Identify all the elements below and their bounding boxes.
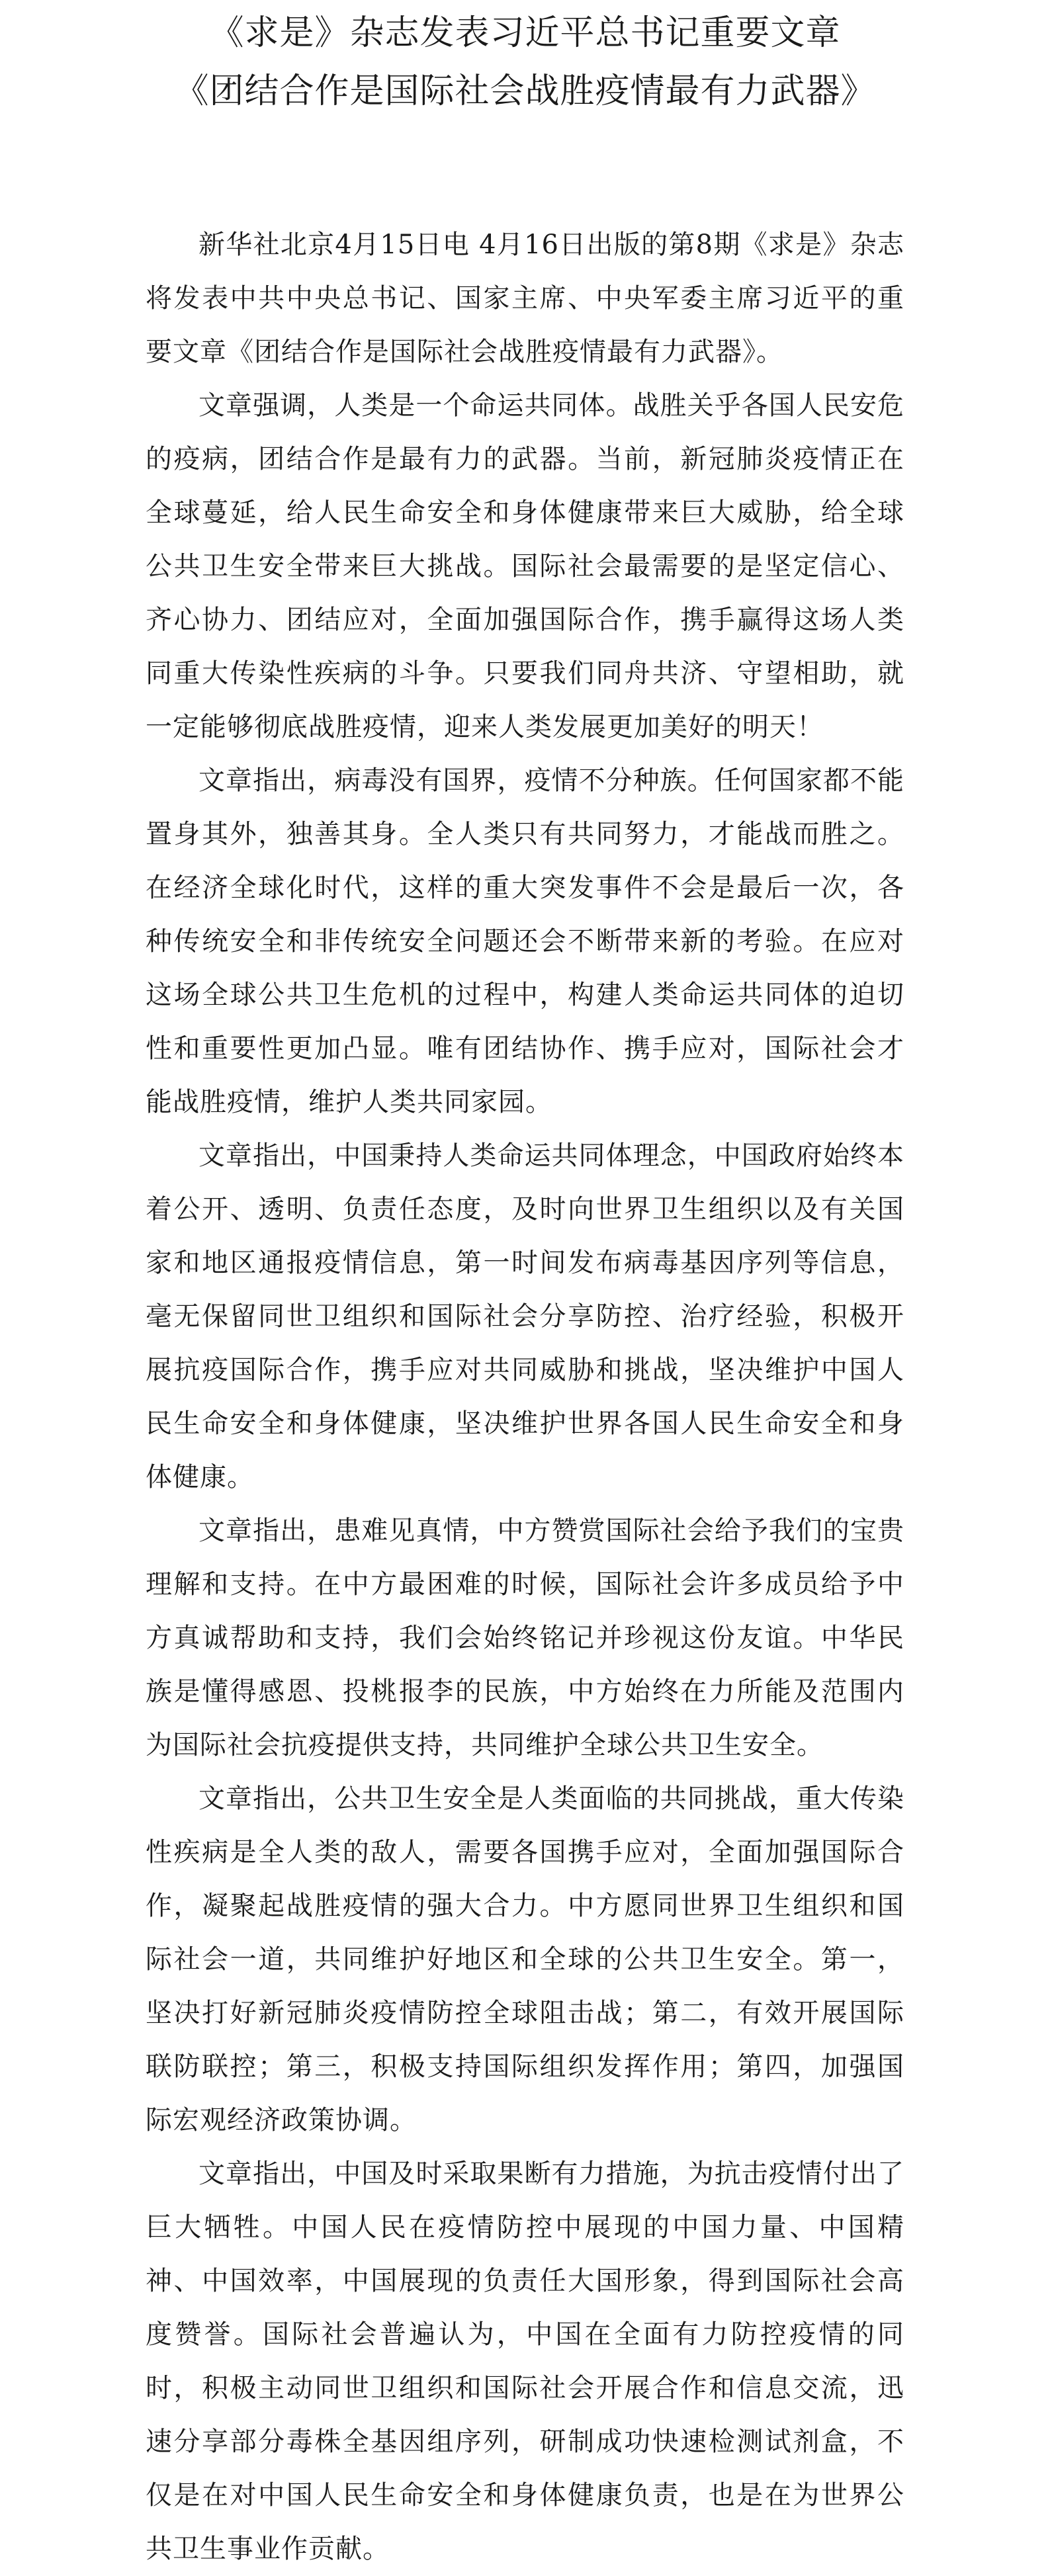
article-body: [146, 218, 904, 2576]
paragraph-2: 文章强调，人类是一个命运共同体。战胜关乎各国人民安危的疫病，团结合作是最有力的武器。当前，新冠肺炎疫情正在全球蔓延，给人民生命安全和身体健康带来巨大威胁，给全球公共卫生安全带来巨大挑战。国际社会最需要的是坚定信心、齐心协力、团结应对，全面加强国际合作，携手赢得这场人类同重大传染性疾病的斗争。只要我们同舟共济、守望相助，就一定能够彻底战胜疫情，迎来人类发展更加美好的明天！: [146, 390, 904, 742]
paragraph-1: 新华社北京4月15日电 4月16日出版的第8期《求是》杂志将发表中共中央总书记、国家主席、中央军委主席习近平的重要文章《团结合作是国际社会战胜疫情最有力武器》。: [146, 230, 904, 367]
paragraph-3: 文章指出，病毒没有国界，疫情不分种族。任何国家都不能置身其外，独善其身。全人类只有共同努力，才能战而胜之。在经济全球化时代，这样的重大突发事件不会是最后一次，各种传统安全和非传统安全问题还会不断带来新的考验。在应对这场全球公共卫生危机的过程中，构建人类命运共同体的迫切性和重要性更加凸显。唯有团结协作、携手应对，国际社会才能战胜疫情，维护人类共同家园。: [146, 765, 904, 1117]
paragraph-6: 文章指出，公共卫生安全是人类面临的共同挑战，重大传染性疾病是全人类的敌人，需要各国携手应对，全面加强国际合作，凝聚起战胜疫情的强大合力。中方愿同世界卫生组织和国际社会一道，共同维护好地区和全球的公共卫生安全。第一，坚决打好新冠肺炎疫情防控全球阻击战；第二，有效开展国际联防联控；第三，积极支持国际组织发挥作用；第四，加强国际宏观经济政策协调。: [146, 1783, 904, 2135]
paragraph-7: 文章指出，中国及时采取果断有力措施，为抗击疫情付出了巨大牺牲。中国人民在疫情防控中展现的中国力量、中国精神、中国效率，中国展现的负责任大国形象，得到国际社会高度赞誉。国际社会普遍认为，中国在全面有力防控疫情的同时，积极主动同世卫组织和国际社会开展合作和信息交流，迅速分享部分毒株全基因组序列，研制成功快速检测试剂盒，不仅是在对中国人民生命安全和身体健康负责，也是在为世界公共卫生事业作贡献。: [146, 2159, 904, 2564]
paragraph-4: 文章指出，中国秉持人类命运共同体理念，中国政府始终本着公开、透明、负责任态度，及时向世界卫生组织以及有关国家和地区通报疫情信息，第一时间发布病毒基因序列等信息，毫无保留同世卫组织和国际社会分享防控、治疗经验，积极开展抗疫国际合作，携手应对共同威胁和挑战，坚决维护中国人民生命安全和身体健康，坚决维护世界各国人民生命安全和身体健康。: [146, 1140, 904, 1492]
paragraph-5: 文章指出，患难见真情，中方赞赏国际社会给予我们的宝贵理解和支持。在中方最困难的时候，国际社会许多成员给予中方真诚帮助和支持，我们会始终铭记并珍视这份友谊。中华民族是懂得感恩、投桃报李的民族，中方始终在力所能及范围内为国际社会抗疫提供支持，共同维护全球公共卫生安全。: [146, 1516, 904, 1760]
title-line-1: 《求是》杂志发表习近平总书记重要文章: [209, 13, 841, 53]
article-header: [146, 0, 904, 120]
title-line-2: 《团结合作是国际社会战胜疫情最有力武器》: [174, 71, 876, 111]
